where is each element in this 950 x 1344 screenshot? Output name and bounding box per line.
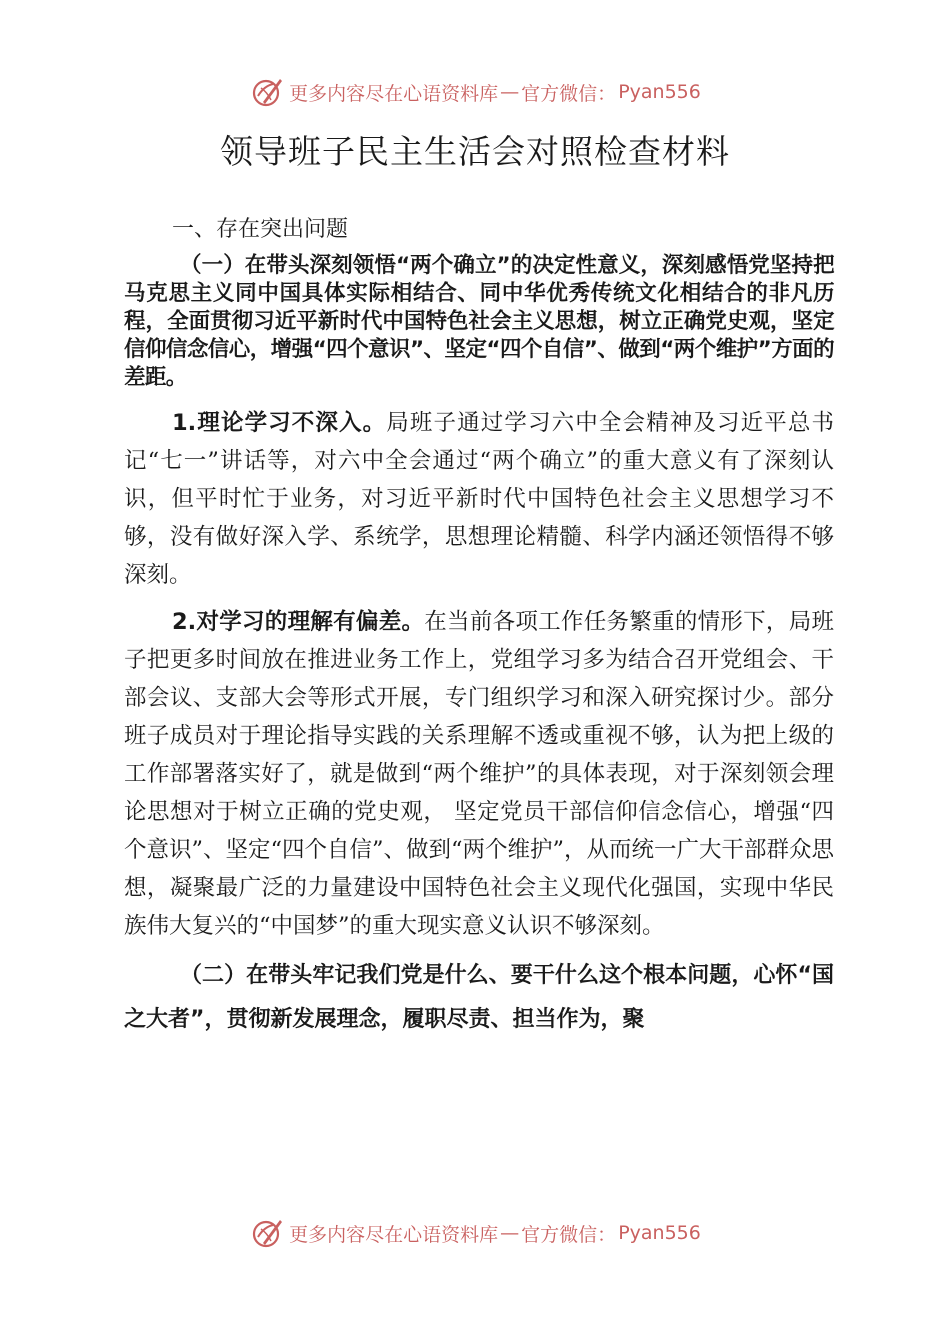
watermark-wechat-id: Pyan556: [618, 81, 701, 103]
watermark-contact-label: 官方微信：: [521, 82, 617, 105]
document-body: [124, 210, 834, 1042]
watermark-separator: —: [500, 1222, 520, 1244]
paragraph-text: 局班子通过学习六中全会精神及习近平总书记“七一”讲话等，对六中全会通过“两个确立”的重大意义有了深刻认识，但平时忙于业务，对习近平新时代中国特色社会主义思想学习不够，没有做好深入学、系统学，思想理论精髓、科学内涵还领悟得不够深刻。: [124, 410, 834, 588]
paragraph-lead: 2.对学习的理解有偏差。: [172, 609, 425, 635]
paragraph-item-1: [124, 404, 834, 594]
watermark-wechat-id: Pyan556: [618, 1222, 701, 1244]
section-heading: 一、存在突出问题: [172, 217, 349, 242]
watermark-contact-label: 官方微信：: [521, 1223, 617, 1246]
sub-heading-2: （二）在带头牢记我们党是什么、要干什么这个根本问题，心怀“国之大者”，贯彻新发展理念，履职尽责、担当作为，聚: [124, 963, 834, 1032]
paragraph-text: 在当前各项工作任务繁重的情形下，局班子把更多时间放在推进业务工作上，党组学习多为结合召开党组会、干部会议、支部大会等形式开展，专门组织学习和深入研究探讨少。部分班子成员对于理论指导实践的关系理解不透或重视不够，认为把上级的工作部署落实好了，就是做到“两个维护”的具体表现，对于深刻领会理论思想对于树立正确的党史观， 坚定党员干部信仰信念信心，增强“四个意识”、坚定“四个自信”、做到“两个维护”，从而统一广大干部群众思想，凝聚最广泛的力量建设中国特色社会主义现代化强国，实现中华民族伟大复兴的“中国梦”的重大现实意义认识不够深刻。: [124, 609, 835, 939]
watermark-separator: —: [500, 81, 520, 103]
watermark-text: 更多内容尽在心语资料库: [289, 82, 499, 105]
watermark-text: 更多内容尽在心语资料库: [289, 1223, 499, 1246]
document-title: 领导班子民主生活会对照检查材料: [220, 132, 730, 171]
watermark-footer: [0, 1213, 950, 1253]
pen-logo-icon: [249, 74, 285, 110]
paragraph-lead: 1.理论学习不深入。: [172, 410, 387, 436]
watermark-header: [0, 72, 950, 112]
pen-logo-icon: [249, 1215, 285, 1251]
paragraph-item-2: [124, 603, 834, 945]
sub-heading-1: （一）在带头深刻领悟“两个确立”的决定性意义，深刻感悟党坚持把马克思主义同中国具体实际相结合、同中华优秀传统文化相结合的非凡历程，全面贯彻习近平新时代中国特色社会主义思想，树立正确党史观，坚定信仰信念信心，增强“四个意识”、坚定“四个自信”、做到“两个维护”方面的差距。: [124, 253, 834, 390]
